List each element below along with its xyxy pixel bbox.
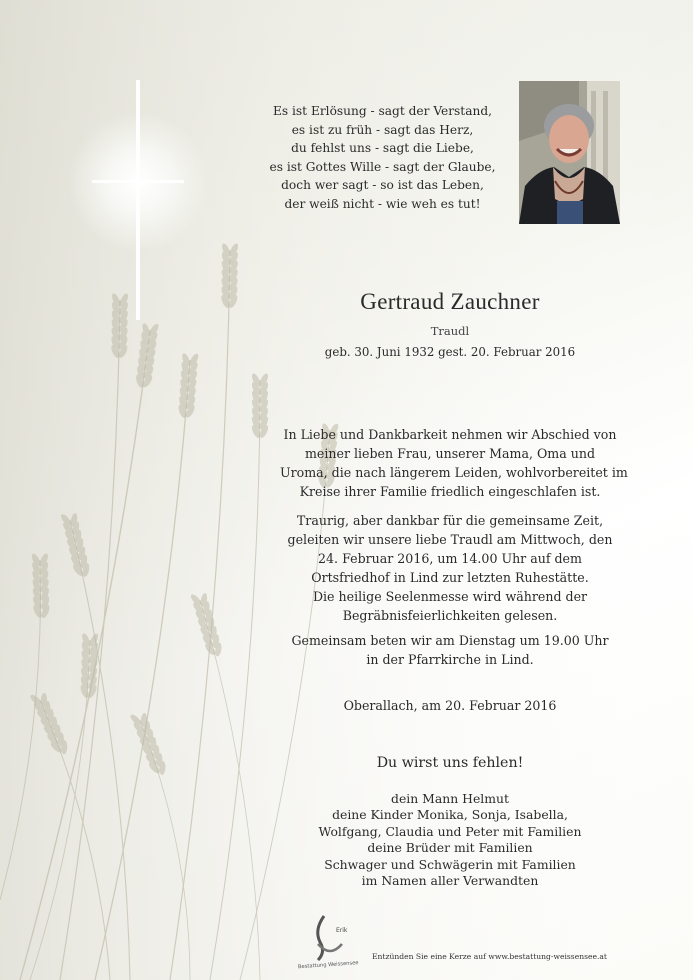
- motto: Du wirst uns fehlen!: [376, 755, 524, 771]
- place-date: Oberallach, am 20. Februar 2016: [343, 698, 557, 713]
- logo-text: Bestattung Weissensee: [297, 960, 359, 970]
- text-line: Begräbnisfeierlichkeiten gelesen.: [342, 607, 558, 623]
- poem-line: der weiß nicht - wie weh es tut!: [284, 196, 481, 211]
- text-line: meiner lieben Frau, unserer Mama, Oma und: [304, 445, 596, 461]
- text-line: Die heilige Seelenmesse wird während der: [312, 588, 588, 604]
- funeral-details-paragraph: [280, 512, 620, 625]
- poem-line: es ist zu früh - sagt das Herz,: [291, 122, 474, 137]
- poem: [255, 102, 510, 214]
- announcement-paragraph: [280, 426, 628, 502]
- prayer-paragraph: [280, 632, 620, 670]
- text-line: in der Pfarrkirche in Lind.: [366, 651, 534, 667]
- text-line: Uroma, die nach längerem Leiden, wohlvorbereitet im: [280, 464, 628, 480]
- text-line: In Liebe und Dankbarkeit nehmen wir Abschied von: [283, 427, 617, 442]
- signer-line: deine Brüder mit Familien: [367, 840, 533, 856]
- signer-line: im Namen aller Verwandten: [361, 873, 539, 889]
- text-line: Ortsfriedhof in Lind zur letzten Ruhestätte.: [311, 569, 589, 585]
- deceased-name: Gertraud Zauchner: [360, 289, 540, 314]
- poem-line: es ist Gottes Wille - sagt der Glaube,: [269, 159, 496, 174]
- poem-line: doch wer sagt - so ist das Leben,: [281, 178, 484, 193]
- poem-line: Es ist Erlösung - sagt der Verstand,: [273, 104, 492, 118]
- signer-line: dein Mann Helmut: [391, 791, 509, 806]
- text-line: Kreise ihrer Familie friedlich eingeschlafen ist.: [299, 483, 601, 499]
- candle-link-text: Entzünden Sie eine Kerze auf www.bestattung-weissensee.at: [372, 952, 607, 961]
- life-dates: geb. 30. Juni 1932 gest. 20. Februar 2016: [324, 345, 576, 359]
- signer-line: Wolfgang, Claudia und Peter mit Familien: [318, 823, 582, 839]
- signer-line: deine Kinder Monika, Sonja, Isabella,: [332, 807, 568, 823]
- portrait-photo: [519, 81, 620, 224]
- funeral-home-logo: [296, 912, 366, 970]
- text-line: Gemeinsam beten wir am Dienstag um 19.00 Uhr: [291, 633, 609, 648]
- signers-list: [280, 791, 620, 889]
- poem-line: du fehlst uns - sagt die Liebe,: [291, 141, 474, 156]
- logo-mark: Erik: [336, 927, 348, 934]
- signer-line: Schwager und Schwägerin mit Familien: [324, 856, 576, 872]
- text-line: 24. Februar 2016, um 14.00 Uhr auf dem: [318, 550, 582, 566]
- nickname: Traudl: [430, 324, 470, 338]
- text-line: geleiten wir unsere liebe Traudl am Mittwoch, den: [287, 531, 613, 547]
- text-line: Traurig, aber dankbar für die gemeinsame Zeit,: [296, 513, 604, 528]
